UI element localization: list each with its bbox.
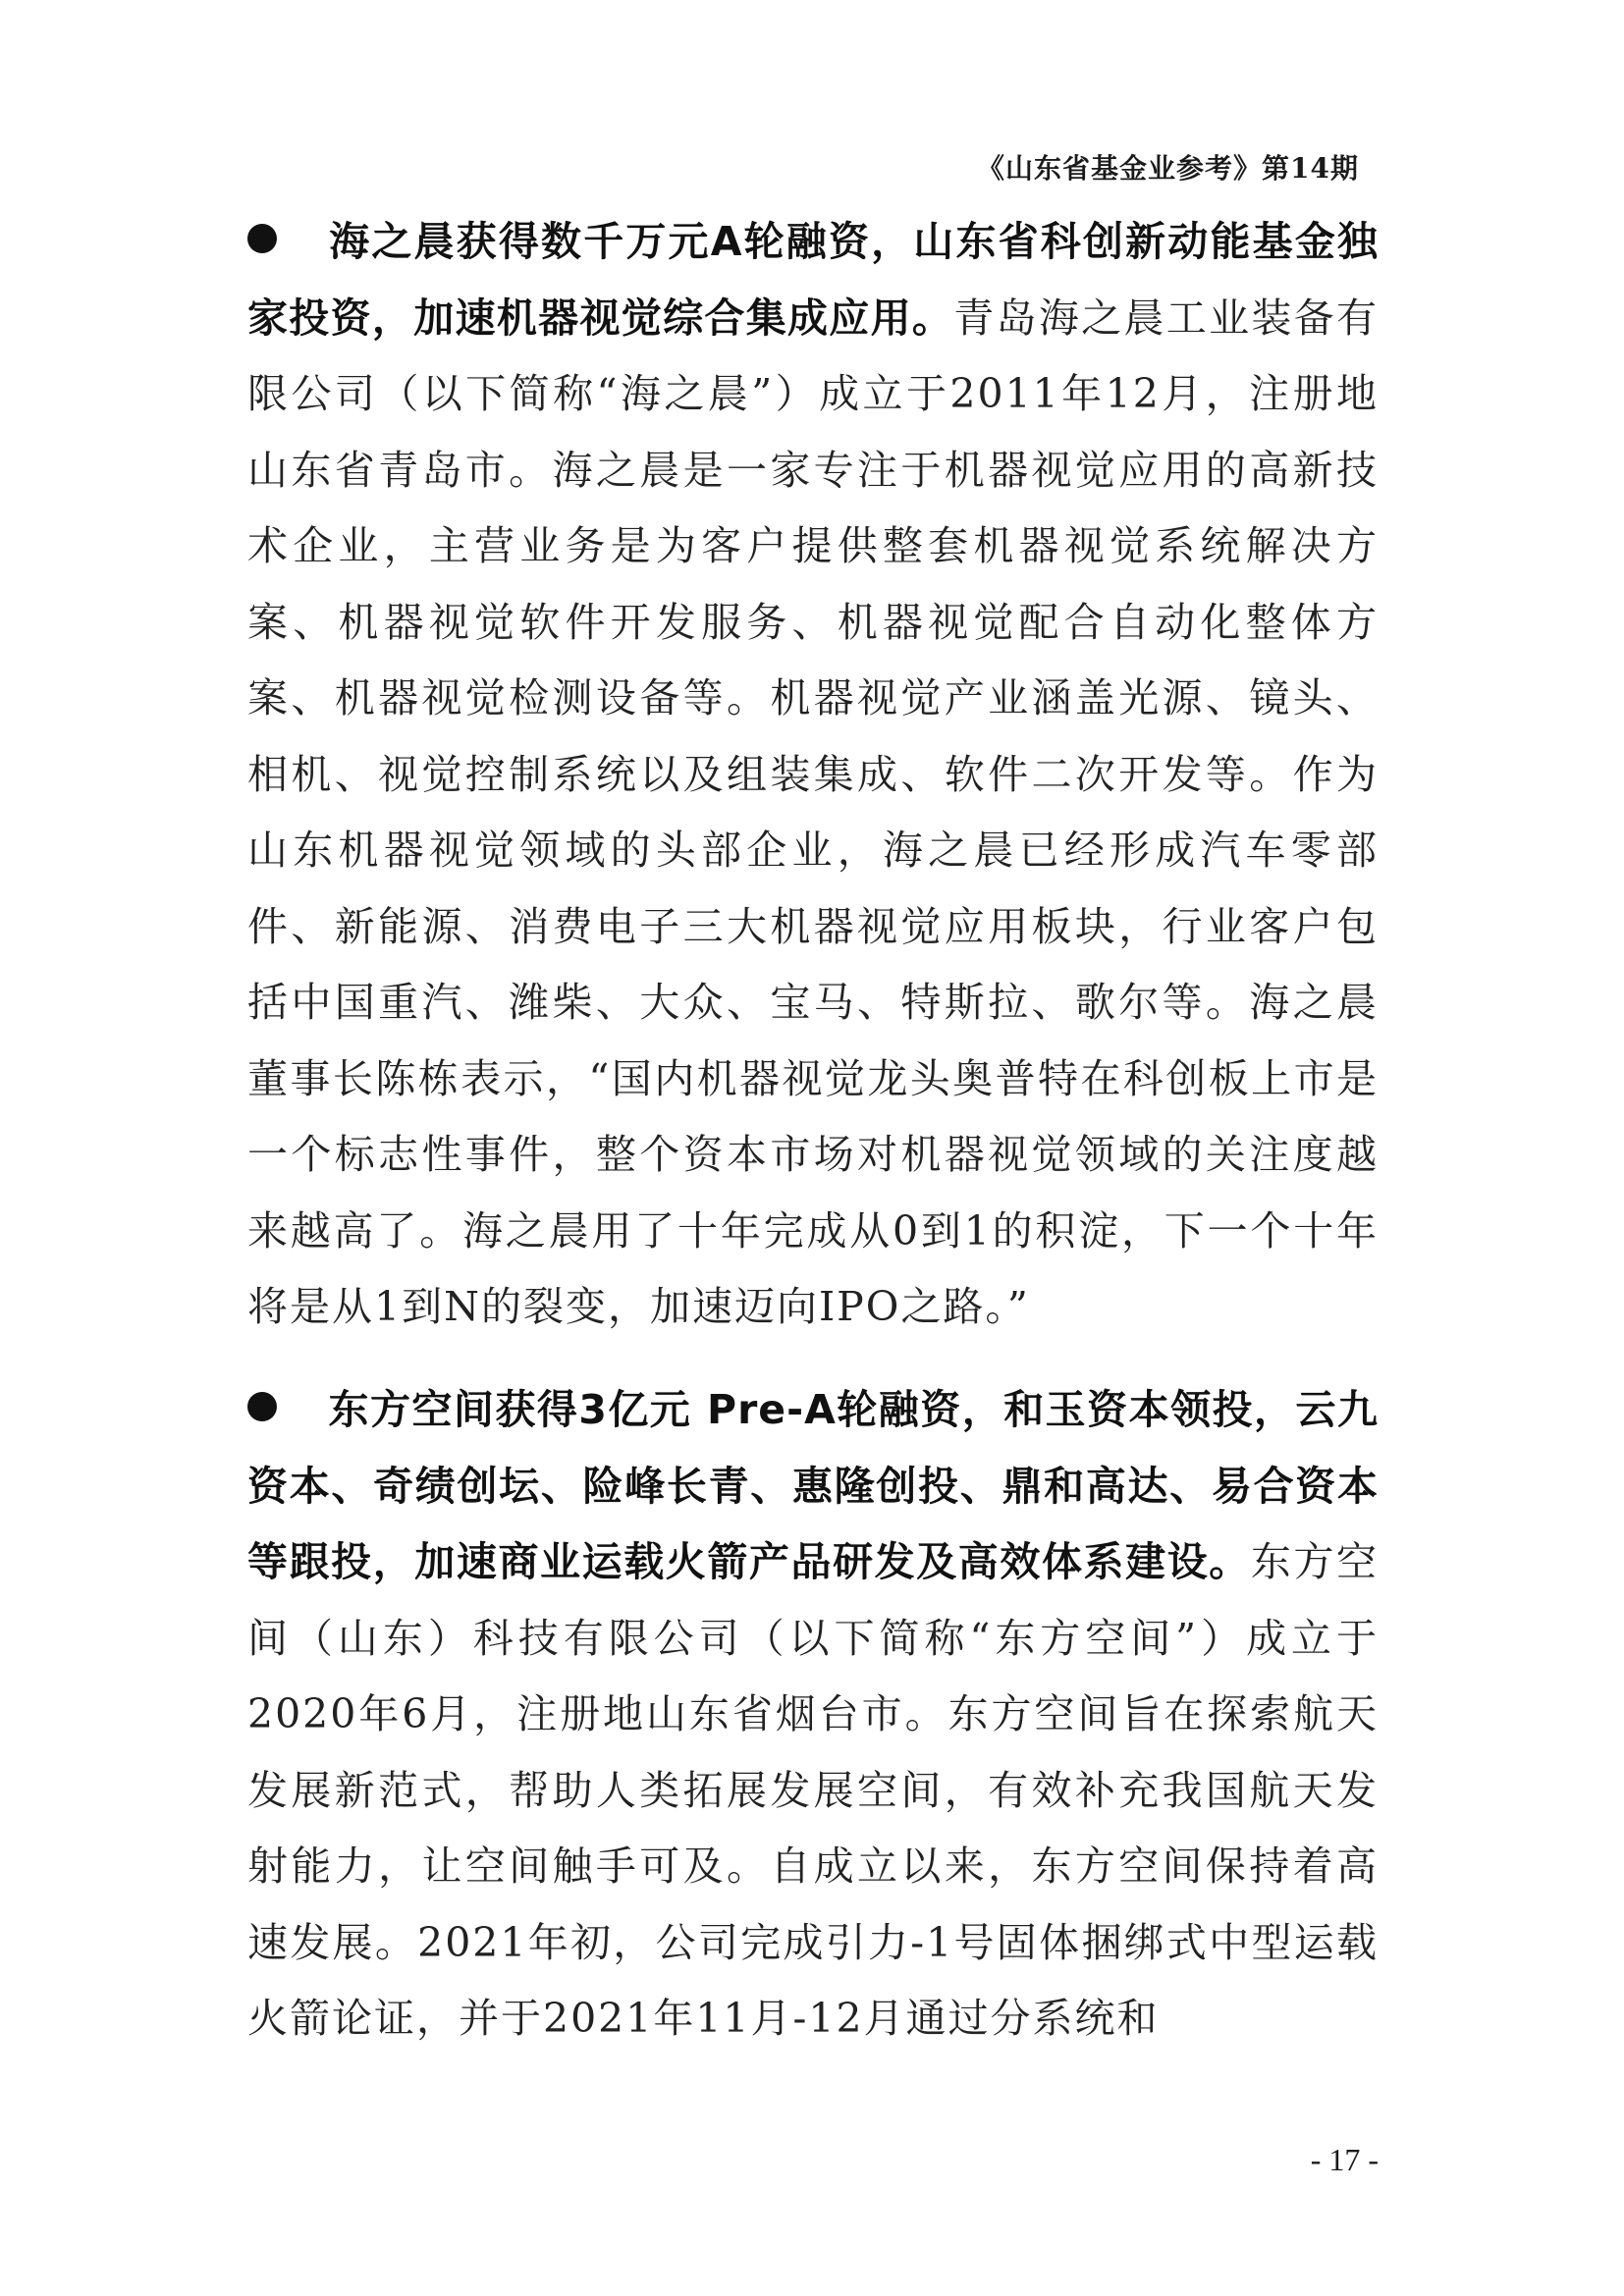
news-body: 青岛海之晨工业装备有限公司（以下简称“海之晨”）成立于2011年12月，注册地山东省青岛市。海之晨是一家专注于机器视觉应用的高新技术企业，主营业务是为客户提供整套机器视觉系统解决方案、机器视觉软件开发服务、机器视觉配合自动化整体方案、机器视觉检测设备等。机器视觉产业涵盖光源、镜头、相机、视觉控制系统以及组装集成、软件二次开发等。作为山东机器视觉领域的头部企业，海之晨已经形成汽车零部件、新能源、消费电子三大机器视觉应用板块，行业客户包括中国重汽、潍柴、大众、宝马、特斯拉、歌尔等。海之晨董事长陈栋表示，“国内机器视觉龙头奥普特在科创板上市是一个标志性事件，整个资本市场对机器视觉领域的关注度越来越高了。海之晨用了十年完成从0到1的积淀，下一个十年将是从1到N的裂变，加速迈向IPO之路。” (247, 294, 1380, 1330)
news-item (247, 204, 1379, 1346)
news-paragraph (247, 1372, 1379, 2057)
news-body: 东方空间（山东）科技有限公司（以下简称“东方空间”）成立于2020年6月，注册地山东省烟台市。东方空间旨在探索航天发展新范式，帮助人类拓展发展空间，有效补充我国航天发射能力，让空间触手可及。自成立以来，东方空间保持着高速发展。2021年初，公司完成引力-1号固体捆绑式中型运载火箭论证，并于2021年11月-12月通过分系统和 (247, 1538, 1379, 2042)
running-header: 《山东省基金业参考》第14期 (977, 152, 1359, 185)
news-item (247, 1372, 1379, 2057)
news-headline: 海之晨获得数千万元A轮融资，山东省科创新动能基金独家投资，加速机器视觉综合集成应用。 (247, 218, 1379, 342)
page-number: - 17 - (1310, 2142, 1379, 2177)
bullet-icon (247, 224, 277, 253)
news-headline: 东方空间获得3亿元 Pre-A轮融资，和玉资本领投，云九资本、奇绩创坛、险峰长青、惠隆创投、鼎和高达、易合资本等跟投，加速商业运载火箭产品研发及高效体系建设。 (247, 1386, 1379, 1585)
news-paragraph (247, 204, 1379, 1346)
bullet-icon (247, 1392, 277, 1421)
